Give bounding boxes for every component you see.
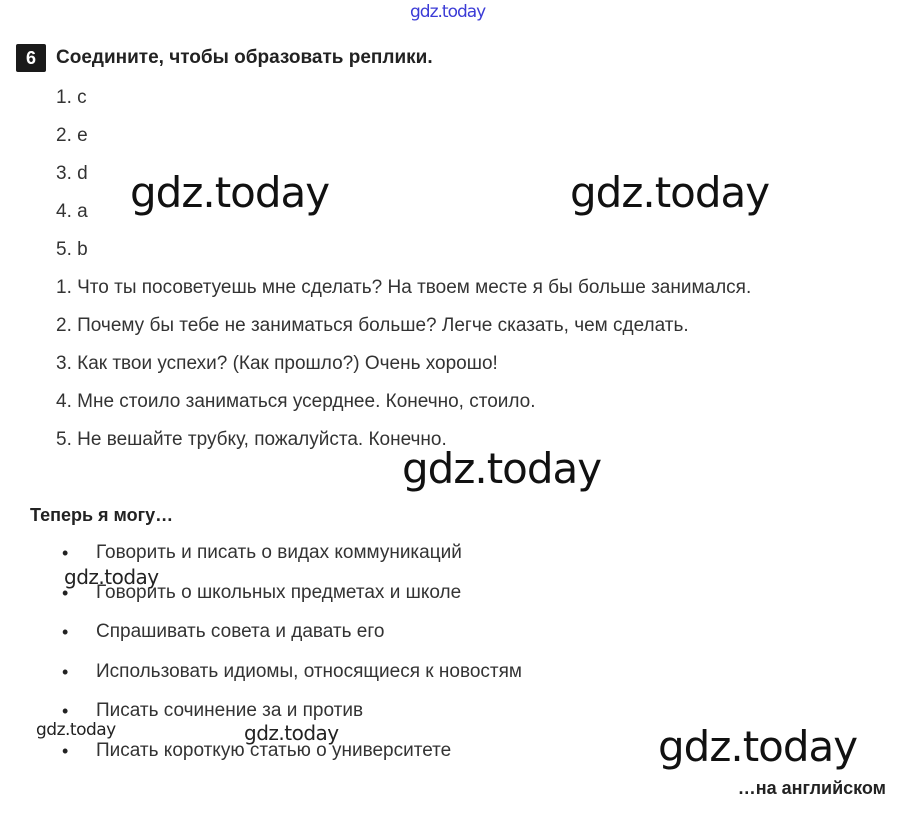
answer-line: 1. c: [56, 87, 87, 108]
translation-line: 4. Мне стоило заниматься усерднее. Конечно, стоило.: [56, 391, 536, 412]
bullet-icon: •: [62, 740, 69, 761]
bullet-icon: •: [62, 582, 69, 603]
exercise-lines: [56, 86, 751, 466]
answer-line: 2. e: [56, 125, 88, 146]
footer-note: …на английском: [737, 778, 886, 798]
bullet-icon: •: [62, 543, 69, 563]
watermark-small-bottom-left: gdz.today: [36, 720, 116, 740]
answer-line: 3. d: [56, 163, 88, 184]
watermark-big-right: gdz.today: [570, 168, 770, 217]
translation-line: 2. Почему бы тебе не заниматься больше? Легче сказать, чем сделать.: [56, 315, 689, 336]
exercise-number-badge: 6: [16, 44, 46, 72]
watermark-big-bottom-right: gdz.today: [658, 722, 858, 771]
watermark-small-bottom-center: gdz.today: [244, 721, 339, 745]
translation-line: 1. Что ты посоветуешь мне сделать? На твоем месте я бы больше занимался.: [56, 277, 752, 298]
watermark-top: gdz.today: [410, 2, 486, 22]
watermark-big-left: gdz.today: [130, 168, 330, 217]
list-item-text: Писать сочинение за и против: [96, 700, 364, 721]
now-i-can-title: Теперь я могу…: [30, 505, 174, 525]
answer-line: 4. a: [56, 201, 88, 222]
watermark-big-center: gdz.today: [402, 444, 602, 493]
list-item-text: Использовать идиомы, относящиеся к новостям: [96, 660, 522, 682]
list-item-text: Писать короткую статью о университете: [96, 739, 452, 761]
exercise-title: Соедините, чтобы образовать реплики.: [56, 47, 433, 68]
bullet-icon: •: [62, 622, 69, 642]
translation-line: 3. Как твои успехи? (Как прошло?) Очень хорошо!: [56, 353, 498, 374]
bullet-icon: •: [62, 701, 69, 721]
list-item: [62, 660, 522, 700]
list-item-text: Говорить и писать о видах коммуникаций: [96, 542, 462, 563]
list-item-text: Спрашивать совета и давать его: [96, 621, 385, 642]
translation-line: 5. Не вешайте трубку, пожалуйста. Конечно.: [56, 429, 447, 450]
exercise-header: [16, 44, 433, 72]
watermark-small-left: gdz.today: [64, 565, 159, 589]
answer-line: 5. b: [56, 239, 88, 260]
list-item-text: Говорить о школьных предметах и школе: [96, 581, 462, 603]
bullet-icon: •: [62, 661, 69, 682]
list-item: [62, 620, 522, 660]
